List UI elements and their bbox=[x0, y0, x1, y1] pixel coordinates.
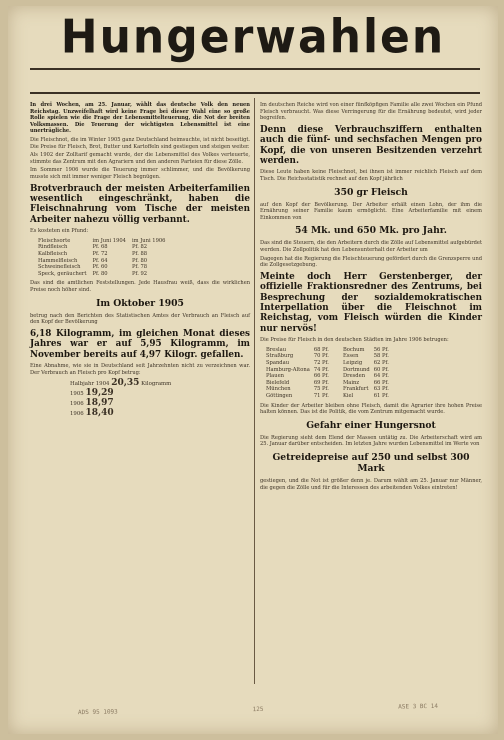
right-paragraph: Das sind die Steuern, die den Arbeitern durch die Zölle auf Lebensmittel aufgebürdet werden. Die Zollpolitik hat den Lebensunterhalt der Arbeiter um bbox=[260, 240, 482, 253]
consumption-unit: Kilogramm bbox=[141, 381, 172, 388]
city-name: Kiel bbox=[342, 392, 354, 399]
city-row bbox=[266, 373, 333, 380]
price-item: Kalbfleisch bbox=[38, 250, 68, 257]
price-new: Pf. 78 bbox=[131, 264, 148, 271]
left-paragraph: Es kosteten ein Pfund: bbox=[30, 228, 89, 235]
consumption-value: 18,40 bbox=[85, 408, 114, 419]
city-row bbox=[343, 367, 393, 374]
left-highlight: Brotverbrauch der meisten Arbeiterfamilien wesentlich eingeschränkt, haben die Fleischnahrung vom Tische der meisten Arbeiter nahezu völlig verbannt. bbox=[30, 183, 250, 225]
city-name: Breslau bbox=[266, 346, 287, 353]
archive-stamp: 125 bbox=[252, 705, 264, 714]
city-row bbox=[266, 360, 333, 367]
city-row bbox=[266, 347, 333, 354]
price-new: Pf. 92 bbox=[131, 270, 148, 277]
city-name: Dresden bbox=[342, 373, 366, 380]
price-col-header: im Juni 1904 bbox=[92, 237, 126, 244]
price-row bbox=[38, 258, 171, 265]
city-price: 60 Pf. bbox=[373, 366, 389, 373]
city-name: Bochum bbox=[342, 346, 365, 353]
price-col-header: im Juni 1906 bbox=[131, 237, 166, 244]
price-old: Pf. 68 bbox=[92, 244, 108, 251]
city-row bbox=[343, 380, 393, 387]
right-paragraph: auf den Kopf der Bevölkerung. Der Arbeiter erhält einen Lohn, der ihm die Ernährung seiner Familie kaum ermöglicht. Eine Arbeiterfamilie mit einem Einkommen von bbox=[260, 201, 482, 221]
city-price: 70 Pf. bbox=[313, 353, 329, 360]
consumption-value: 20,35 bbox=[111, 378, 140, 389]
city-row bbox=[266, 380, 333, 387]
city-name: Essen bbox=[342, 353, 359, 360]
price-table-header bbox=[38, 238, 171, 245]
city-price: 72 Pf. bbox=[313, 359, 329, 366]
right-paragraph: Im deutschen Reiche wird von einer fünfköpfigen Familie alle zwei Wochen ein Pfund Fleisch verbraucht. Was diese Verringerung für die Ernährung bedeutet, wird jeder begreifen. bbox=[260, 102, 482, 122]
city-row bbox=[266, 386, 333, 393]
consumption-value: 18,97 bbox=[85, 398, 114, 409]
price-new: Pf. 82 bbox=[131, 244, 148, 251]
city-name: Mainz bbox=[342, 379, 360, 386]
right-column bbox=[260, 102, 482, 493]
city-row bbox=[343, 353, 393, 360]
city-row bbox=[266, 393, 333, 400]
left-paragraph: Eine Abnahme, wie sie in Deutschland seit Jahrzehnten nicht zu verzeichnen war. Der Verbrauch an Fleisch pro Kopf betrug: bbox=[30, 362, 250, 376]
city-price: 63 Pf. bbox=[373, 386, 389, 393]
consumption-row bbox=[70, 410, 250, 420]
city-price: 61 Pf. bbox=[373, 392, 389, 399]
city-price: 56 Pf. bbox=[373, 346, 389, 353]
city-row bbox=[343, 393, 393, 400]
city-price: 58 Pf. bbox=[373, 353, 389, 360]
right-paragraph: Die Kinder der Arbeiter bleiben ohne Fleisch, damit die Agrarier ihre hohen Preise halten können. Das ist die Politik, die vom Zentrum mitgemacht wurde. bbox=[260, 402, 482, 416]
price-item: Speck, geräuchert bbox=[38, 270, 87, 277]
city-table bbox=[343, 347, 393, 400]
left-paragraph: Das sind die amtlichen Feststellungen. Jede Hausfrau weiß, dass die wirklichen Preise noch höher sind. bbox=[30, 280, 250, 293]
price-row bbox=[38, 251, 171, 258]
right-paragraph: Die Regierung sieht dem Elend der Massen untätig zu. Die Arbeiterschaft wird am 25. Januar darüber entscheiden. Im letzten Jahre wurden Lebensmittel im Werte von bbox=[260, 434, 482, 448]
october-heading: Im Oktober 1905 bbox=[96, 297, 184, 309]
amount-heading: 350 gr Fleisch bbox=[334, 186, 408, 198]
amount-heading: 54 Mk. und 650 Mk. pro Jahr. bbox=[295, 225, 447, 237]
city-name: Leipzig bbox=[342, 359, 363, 366]
city-name: Dortmund bbox=[342, 366, 370, 373]
city-name: Frankfurt bbox=[342, 386, 369, 393]
consumption-period: 1905 bbox=[70, 391, 84, 398]
city-row bbox=[343, 386, 393, 393]
right-paragraph: Die Preise für Fleisch in den deutschen Städten im Jahre 1906 betrugen: bbox=[260, 337, 449, 344]
poster-title: Hungerwahlen bbox=[60, 10, 446, 65]
right-paragraph: Diese Leute haben keine Fleischnot, bei ihnen ist immer reichlich Fleisch auf dem Tisch. Die Reichsstatistik rechnet auf den Kopf jährlich bbox=[260, 169, 482, 182]
consumption-period: 1906 bbox=[70, 411, 84, 418]
city-price: 66 Pf. bbox=[313, 373, 329, 380]
price-item: Rindfleisch bbox=[38, 244, 68, 251]
price-old: Pf. 64 bbox=[92, 257, 108, 264]
city-price: 75 Pf. bbox=[313, 386, 329, 393]
city-name: Straßburg bbox=[266, 353, 294, 360]
price-new: Pf. 88 bbox=[131, 250, 148, 257]
archive-stamp: ASE 3 BC 14 bbox=[398, 702, 439, 711]
consumption-highlight: 6,18 Kilogramm, im gleichen Monat dieses Jahres war er auf 5,95 Kilogramm, im November bereits auf 4,97 Kilogr. gefallen. bbox=[30, 328, 250, 360]
right-paragraph: gestiegen, und die Not ist größer denn je. Darum wählt am 25. Januar nur Männer, die gegen die Zölle und für die Interessen des arbeitenden Volkes eintreten! bbox=[260, 477, 482, 491]
city-price: 66 Pf. bbox=[373, 379, 389, 386]
price-row bbox=[38, 244, 171, 251]
column-separator bbox=[254, 98, 255, 684]
consumption-table bbox=[70, 380, 250, 420]
city-name: Spandau bbox=[266, 359, 290, 366]
price-row bbox=[38, 271, 171, 278]
price-table bbox=[38, 238, 171, 278]
city-price: 71 Pf. bbox=[313, 392, 329, 399]
left-intro: In drei Wochen, am 25. Januar, wählt das deutsche Volk den neuen Reichstag. Unzweifelhaft wird keine Frage bei dieser Wahl eine so große Rolle spielen wie die Frage der Lebensmittelteuerung, die Not der breiten Volksmassen. Die Teuerung der wichtigsten Lebensmittel ist eine unerträgliche. bbox=[30, 102, 250, 135]
city-name: Göttingen bbox=[266, 392, 293, 399]
price-new: Pf. 80 bbox=[131, 257, 148, 264]
consumption-value: 19,29 bbox=[85, 388, 114, 399]
city-name: München bbox=[266, 386, 291, 393]
price-row bbox=[38, 264, 171, 271]
city-row bbox=[266, 367, 333, 374]
city-price-tables bbox=[266, 347, 476, 400]
city-row bbox=[343, 347, 393, 354]
city-table bbox=[266, 347, 333, 400]
left-column bbox=[30, 102, 250, 420]
consumption-period: Halbjahr 1904 bbox=[70, 381, 110, 388]
archive-stamp: ADS 95 1093 bbox=[77, 708, 118, 717]
city-name: Plauen bbox=[266, 373, 284, 380]
left-paragraph: betrug nach den Berichten des Statistischen Amtes der Verbrauch an Fleisch auf den Kopf der Bevölkerung bbox=[30, 312, 250, 326]
left-paragraph: Als 1902 der Zolltarif gemacht wurde, der die Lebensmittel des Volkes verteuerte, stimmte das Zentrum mit den Agrariern und den anderen Parteien für diese Zölle. bbox=[30, 152, 250, 165]
price-old: Pf. 60 bbox=[92, 264, 108, 271]
price-old: Pf. 80 bbox=[92, 270, 108, 277]
price-item: Schweinefleisch bbox=[38, 264, 81, 271]
city-price: 62 Pf. bbox=[373, 359, 389, 366]
city-name: Bielefeld bbox=[266, 379, 290, 386]
left-paragraph: Die Fleischnot, die im Winter 1905 ganz Deutschland heimsuchte, ist nicht beseitigt. Die Preise für Fleisch, Brot, Butter und Kartoffeln sind gestiegen und steigen weiter. bbox=[30, 136, 250, 150]
price-item: Hammelfleisch bbox=[38, 257, 78, 264]
city-name: Hamburg-Altona bbox=[266, 366, 310, 373]
city-price: 68 Pf. bbox=[313, 346, 329, 353]
consumption-period: 1906 bbox=[70, 401, 84, 408]
gerstenberger-quote: Meinte doch Herr Gerstenberger, der offizielle Fraktionsredner des Zentrums, bei Besprechung der sozialdemokratischen Interpellation über die Fleischnot im Reichstag, vom Fleisch würden die Kinder nur nervös! bbox=[260, 271, 482, 334]
city-price: 64 Pf. bbox=[373, 373, 389, 380]
left-paragraph: Im Sommer 1906 wurde die Teuerung immer schlimmer, und die Bevölkerung musste sich mit immer weniger Fleisch begnügen. bbox=[30, 167, 250, 180]
city-row bbox=[343, 360, 393, 367]
city-row bbox=[266, 353, 333, 360]
price-old: Pf. 72 bbox=[92, 250, 108, 257]
title-rule-top bbox=[30, 68, 480, 70]
city-price: 69 Pf. bbox=[313, 379, 329, 386]
city-price: 74 Pf. bbox=[313, 366, 329, 373]
grain-price-heading: Getreidepreise auf 250 und selbst 300 Mark bbox=[272, 451, 470, 474]
right-paragraph: Dagegen hat die Regierung die Fleischteuerung gefördert durch die Grenzsperre und die Zollgesetzgebung. bbox=[260, 255, 483, 269]
city-row bbox=[343, 373, 393, 380]
famine-heading: Gefahr einer Hungersnot bbox=[306, 419, 436, 431]
title-rule-bottom bbox=[30, 92, 480, 94]
price-col-header: Fleischsorte bbox=[38, 237, 71, 244]
archive-stamps bbox=[78, 703, 438, 716]
poster-sheet bbox=[8, 6, 498, 734]
right-heading: Denn diese Verbrauchsziffern enthalten auch die fünf- und sechsfachen Mengen pro Kopf, die von unseren Besitzenden verzehrt werden. bbox=[260, 124, 482, 166]
